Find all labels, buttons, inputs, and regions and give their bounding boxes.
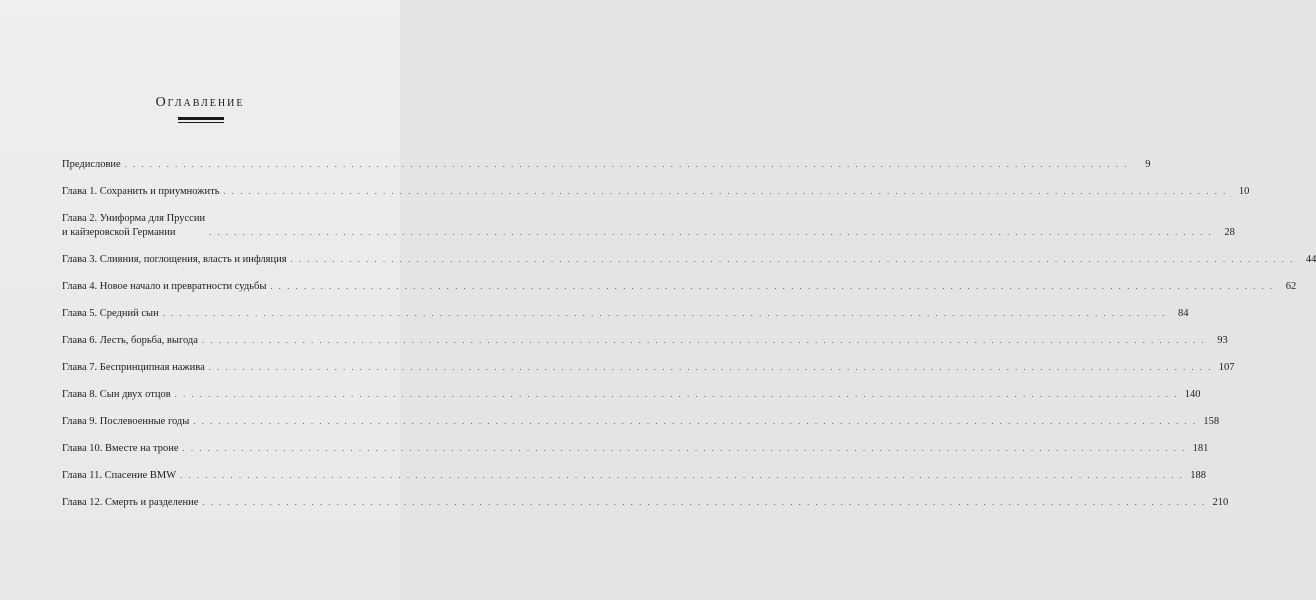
heading-rule-thick — [178, 117, 224, 120]
toc-entry-page: 10 — [1238, 186, 1250, 197]
toc-entry-title: Глава 7. Беспринципная нажива — [62, 362, 205, 373]
dot-leader: . . . . . . . . . . . . . . . . . . . . . . . . . . . . . . . . . . . . . . . . . . . . . . . . . . . . . . . . . . . . . . . . . . . . . . . . . . . . . . . . . . . . . . . . . . . . . . . . . . . . . . . . . . . . . . . . . . . . . . . . — [162, 309, 1167, 318]
toc-entry-chapter-11[interactable] — [62, 469, 1206, 483]
toc-entry-chapter-2[interactable] — [62, 212, 1235, 240]
toc-entry-title-line-2: и кайзеровской Германии — [62, 227, 176, 238]
dot-leader: . . . . . . . . . . . . . . . . . . . . . . . . . . . . . . . . . . . . . . . . . . . . . . . . . . . . . . . . . . . . . . . . . . . . . . . . . . . . . . . . . . . . . . . . . . . . . . . . . . . . . . . . . . . . . . . . . . . . . . . . — [174, 390, 1179, 399]
toc-entry-page: 9 — [1145, 159, 1151, 170]
toc-entry-title-line-1: Глава 2. Униформа для Пруссии — [62, 213, 206, 224]
dot-leader: . . . . . . . . . . . . . . . . . . . . . . . . . . . . . . . . . . . . . . . . . . . . . . . . . . . . . . . . . . . . . . . . . . . . . . . . . . . . . . . . . . . . . . . . . . . . . . . . . . . . . . . . . . . . . . . . . . . . . . . . — [209, 228, 1213, 237]
toc-entry-chapter-8[interactable] — [62, 388, 1201, 402]
dot-leader: . . . . . . . . . . . . . . . . . . . . . . . . . . . . . . . . . . . . . . . . . . . . . . . . . . . . . . . . . . . . . . . . . . . . . . . . . . . . . . . . . . . . . . . . . . . . . . . . . . . . . . . . . . . . . . . . . . . . . . . . — [182, 444, 1187, 453]
toc-entry-title: Глава 5. Средний сын — [62, 308, 159, 319]
toc-heading: Оглавление — [155, 95, 245, 110]
toc-entry-title: Глава 10. Вместе на троне — [62, 443, 179, 454]
toc-entry-chapter-5[interactable] — [62, 307, 1189, 321]
dot-leader: . . . . . . . . . . . . . . . . . . . . . . . . . . . . . . . . . . . . . . . . . . . . . . . . . . . . . . . . . . . . . . . . . . . . . . . . . . . . . . . . . . . . . . . . . . . . . . . . . . . . . . . . . . . . . . . . . . . . . . . . — [202, 498, 1207, 507]
toc-entry-page: 140 — [1184, 389, 1201, 400]
toc-entry-page: 93 — [1217, 335, 1228, 346]
toc-entry-page: 84 — [1178, 308, 1189, 319]
toc-entry-title: Глава 11. Спасение BMW — [62, 470, 177, 481]
heading-rule-thin — [178, 122, 224, 123]
dot-leader: . . . . . . . . . . . . . . . . . . . . . . . . . . . . . . . . . . . . . . . . . . . . . . . . . . . . . . . . . . . . . . . . . . . . . . . . . . . . . . . . . . . . . . . . . . . . . . . . . . . . . . . . . . . . . . . . . . . . . . . . — [290, 255, 1295, 264]
toc-entry-page: 62 — [1285, 281, 1297, 292]
toc-entry-chapter-1[interactable] — [62, 185, 1250, 199]
dot-leader: . . . . . . . . . . . . . . . . . . . . . . . . . . . . . . . . . . . . . . . . . . . . . . . . . . . . . . . . . . . . . . . . . . . . . . . . . . . . . . . . . . . . . . . . . . . . . . . . . . . . . . . . . . . . . . . . . . . . . . . . — [223, 187, 1228, 196]
toc-entry-page: 28 — [1224, 227, 1235, 238]
dot-leader: . . . . . . . . . . . . . . . . . . . . . . . . . . . . . . . . . . . . . . . . . . . . . . . . . . . . . . . . . . . . . . . . . . . . . . . . . . . . . . . . . . . . . . . . . . . . . . . . . . . . . . . . . . . . . . . . . . . . . . . . — [208, 363, 1213, 372]
toc-entry-chapter-9[interactable] — [62, 415, 1220, 429]
toc-entry-chapter-3[interactable] — [62, 253, 1316, 267]
toc-entry-title: Глава 8. Сын двух отцов — [62, 389, 171, 400]
toc-entry-title: Глава 4. Новое начало и превратности судьбы — [62, 281, 267, 292]
dot-leader: . . . . . . . . . . . . . . . . . . . . . . . . . . . . . . . . . . . . . . . . . . . . . . . . . . . . . . . . . . . . . . . . . . . . . . . . . . . . . . . . . . . . . . . . . . . . . . . . . . . . . . . . . . . . . . . . . . . . . . . . — [201, 336, 1206, 345]
toc-entry-page: 188 — [1190, 470, 1206, 481]
toc-entry-chapter-7[interactable] — [62, 361, 1235, 375]
toc-entry-title: Глава 9. Послевоенные годы — [62, 416, 190, 427]
toc-entry-chapter-6[interactable] — [62, 334, 1228, 348]
toc-entry-page: 181 — [1192, 443, 1209, 454]
toc-entry-page: 210 — [1212, 497, 1229, 508]
toc-entry-title: Предисловие — [62, 159, 121, 170]
toc-entry-page: 44 — [1305, 254, 1316, 265]
table-of-contents — [62, 158, 1316, 523]
toc-entry-chapter-10[interactable] — [62, 442, 1209, 456]
dot-leader: . . . . . . . . . . . . . . . . . . . . . . . . . . . . . . . . . . . . . . . . . . . . . . . . . . . . . . . . . . . . . . . . . . . . . . . . . . . . . . . . . . . . . . . . . . . . . . . . . . . . . . . . . . . . . . . . . . . . . . . . — [124, 160, 1129, 169]
toc-entry-preface[interactable] — [62, 158, 1151, 172]
dot-leader: . . . . . . . . . . . . . . . . . . . . . . . . . . . . . . . . . . . . . . . . . . . . . . . . . . . . . . . . . . . . . . . . . . . . . . . . . . . . . . . . . . . . . . . . . . . . . . . . . . . . . . . . . . . . . . . . . . . . . . . . — [270, 282, 1275, 291]
toc-entry-title: Глава 12. Смерть и разделение — [62, 497, 199, 508]
dot-leader: . . . . . . . . . . . . . . . . . . . . . . . . . . . . . . . . . . . . . . . . . . . . . . . . . . . . . . . . . . . . . . . . . . . . . . . . . . . . . . . . . . . . . . . . . . . . . . . . . . . . . . . . . . . . . . . . . . . . . . . . — [193, 417, 1198, 426]
toc-entry-title: Глава 3. Слияния, поглощения, власть и инфляция — [62, 254, 287, 265]
toc-entry-title — [62, 212, 205, 240]
toc-entry-chapter-12[interactable] — [62, 496, 1229, 510]
toc-entry-chapter-4[interactable] — [62, 280, 1297, 294]
toc-entry-page: 107 — [1218, 362, 1235, 373]
dot-leader: . . . . . . . . . . . . . . . . . . . . . . . . . . . . . . . . . . . . . . . . . . . . . . . . . . . . . . . . . . . . . . . . . . . . . . . . . . . . . . . . . . . . . . . . . . . . . . . . . . . . . . . . . . . . . . . . . . . . . . . . — [180, 471, 1184, 480]
toc-entry-page: 158 — [1203, 416, 1220, 427]
toc-entry-title: Глава 6. Лесть, борьба, выгода — [62, 335, 198, 346]
toc-entry-title: Глава 1. Сохранить и приумножить — [62, 186, 220, 197]
